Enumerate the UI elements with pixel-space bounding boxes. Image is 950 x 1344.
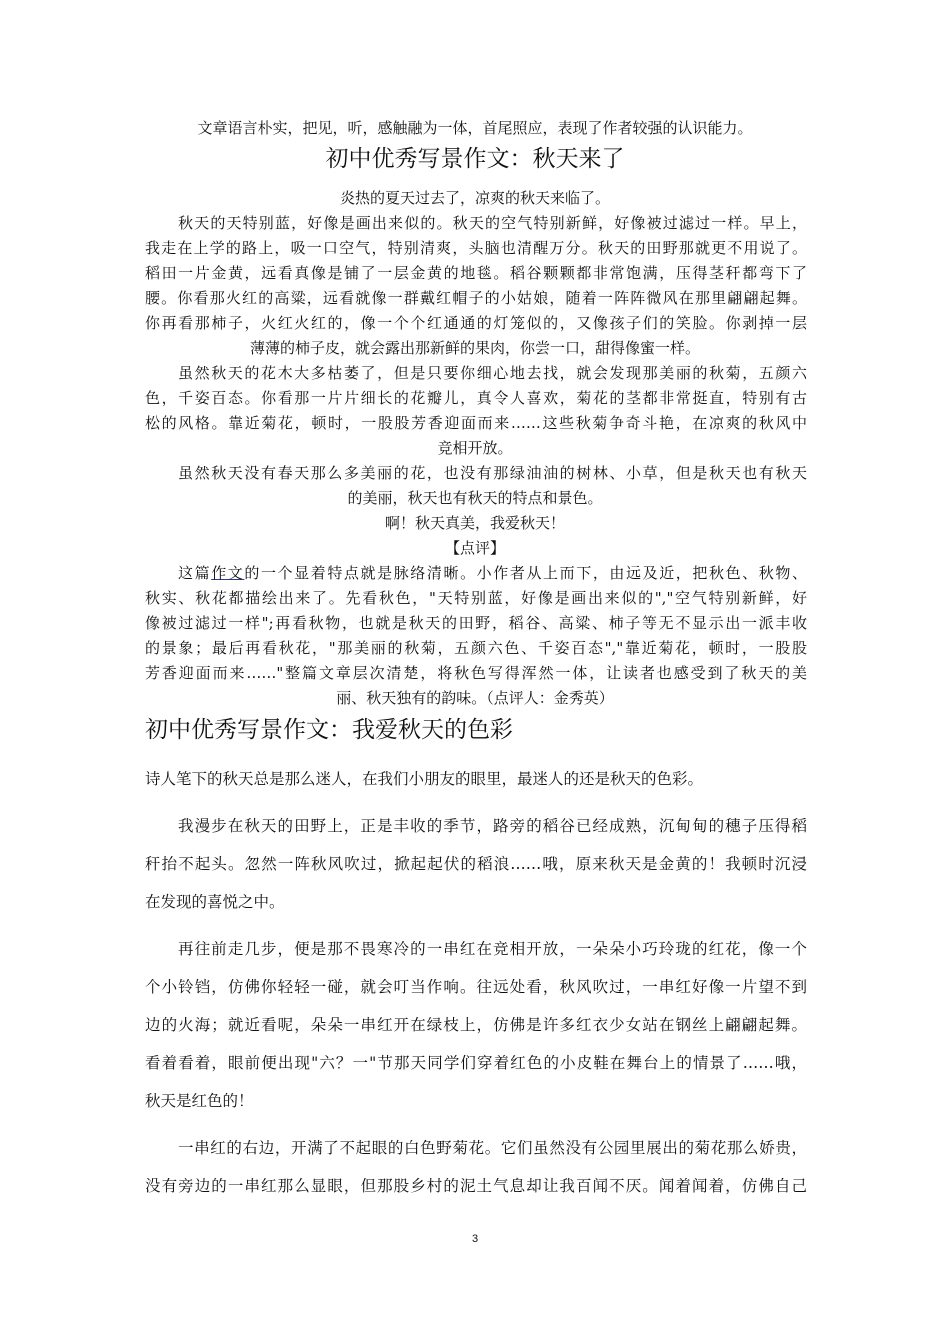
paragraph-line: 秋天是红色的！ [145, 1092, 254, 1110]
paragraph-line: 炎热的夏天过去了，凉爽的秋天来临了。 [339, 189, 610, 207]
paragraph-line: 在发现的喜悦之中。 [145, 893, 285, 911]
paragraph-line: 松的风格。靠近菊花，顿时，一股股芳香迎面而来……这些秋菊争奇斗艳，在凉爽的秋风中 [145, 414, 807, 432]
article1-title: 初中优秀写景作文：秋天来了 [325, 146, 625, 172]
review-line: 的景象；最后再看秋花，"那美丽的秋菊，五颜六色、千姿百态","靠近菊花，顿时，一股股 [145, 639, 807, 657]
paragraph-line: 你再看那柿子，火红火红的，像一个个红通通的灯笼似的，又像孩子们的笑脸。你剥掉一层 [145, 314, 807, 332]
review-line-text: 的一个显着特点就是脉络清晰。小作者从上而下，由远及近，把秋色、秋物、 [244, 564, 807, 582]
paragraph-line: 啊！秋天真美，我爱秋天！ [384, 514, 565, 532]
paragraph-line: 再往前走几步，便是那不畏寒冷的一串红在竞相开放，一朵朵小巧玲珑的红花，像一个 [178, 940, 807, 958]
paragraph-line: 腰。你看那火红的高粱，远看就像一群戴红帽子的小姑娘，随着一阵阵微风在那里翩翩起舞。 [145, 289, 807, 307]
paragraph-line: 竞相开放。 [437, 439, 513, 457]
paragraph-line: 稻田一片金黄，远看真像是铺了一层金黄的地毯。稻谷颗颗都非常饱满，压得茎秆都弯下了 [145, 264, 807, 282]
review-first-line [178, 562, 807, 584]
paragraph-line: 的美丽，秋天也有秋天的特点和景色。 [347, 489, 603, 507]
review-line: 像被过滤过一样";再看秋物，也就是秋天的田野，稻谷、高粱、柿子等无不显示出一派丰收 [145, 614, 807, 632]
paragraph-line: 虽然秋天的花木大多枯萎了，但是只要你细心地去找，就会发现那美丽的秋菊，五颜六 [178, 364, 807, 382]
paragraph-line: 色，千姿百态。你看那一片片细长的花瓣儿，真令人喜欢，菊花的茎都非常挺直，特别有古 [145, 389, 807, 407]
paragraph-line: 边的火海；就近看呢，朵朵一串红开在绿枝上，仿佛是许多红衣少女站在钢丝上翩翩起舞。 [145, 1016, 807, 1034]
review-label: 【点评】 [444, 539, 505, 557]
paragraph-line: 看着看着，眼前便出现"六？一"节那天同学们穿着红色的小皮鞋在舞台上的情景了……哦， [145, 1054, 807, 1072]
paragraph-line: 个小铃铛，仿佛你轻轻一碰，就会叮当作响。往远处看，秋风吹过，一串红好像一片望不到 [145, 978, 807, 996]
paragraph-line: 薄薄的柿子皮，就会露出那新鲜的果肉，你尝一口，甜得像蜜一样。 [249, 339, 700, 357]
intro-line: 文章语言朴实，把见，听，感触融为一体，首尾照应，表现了作者较强的认识能力。 [197, 119, 753, 137]
page-number: 3 [471, 1233, 479, 1245]
paragraph-line: 我走在上学的路上，吸一口空气，特别清爽，头脑也清醒万分。秋天的田野那就更不用说了。 [145, 239, 807, 257]
review-prefix: 这篇 [178, 564, 212, 582]
paragraph-line: 秆抬不起头。忽然一阵秋风吹过，掀起起伏的稻浪……哦，原来秋天是金黄的！我顿时沉浸 [145, 855, 807, 873]
article2-title: 初中优秀写景作文：我爱秋天的色彩 [145, 717, 513, 743]
paragraph-line: 一串红的右边，开满了不起眼的白色野菊花。它们虽然没有公园里展出的菊花那么娇贵， [178, 1139, 807, 1157]
paragraph-line: 没有旁边的一串红那么显眼，但那股乡村的泥土气息却让我百闻不厌。闻着闻着，仿佛自己 [145, 1177, 807, 1195]
paragraph-line: 诗人笔下的秋天总是那么迷人，在我们小朋友的眼里，最迷人的还是秋天的色彩。 [145, 770, 704, 788]
review-line: 芳香迎面而来……"整篇文章层次清楚，将秋色写得浑然一体，让读者也感受到了秋天的美 [145, 664, 807, 682]
review-line: 秋实、秋花都描绘出来了。先看秋色，"天特别蓝，好像是画出来似的","空气特别新鲜，好 [145, 589, 807, 607]
paragraph-line: 虽然秋天没有春天那么多美丽的花，也没有那绿油油的树林、小草，但是秋天也有秋天 [178, 464, 807, 482]
paragraph-line: 我漫步在秋天的田野上，正是丰收的季节，路旁的稻谷已经成熟，沉甸甸的穗子压得稻 [178, 817, 807, 835]
review-line: 丽、秋天独有的韵味。（点评人：金秀英） [336, 689, 614, 707]
paragraph-line: 秋天的天特别蓝，好像是画出来似的。秋天的空气特别新鲜，好像被过滤过一样。早上， [178, 214, 807, 232]
article-link[interactable]: 作文 [211, 564, 245, 582]
